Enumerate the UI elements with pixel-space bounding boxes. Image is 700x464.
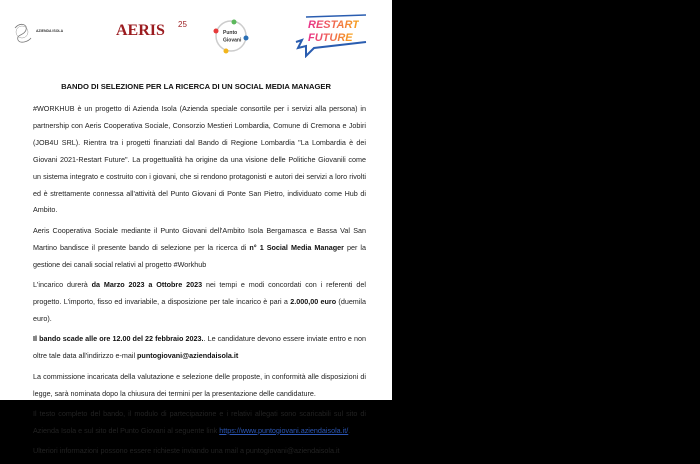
text: Il testo completo del bando, il modulo di partecipazione e i relativi allegati sono scaricabili sul sito di Azienda Isola e sul sito del Punto Giovani al seguente link <box>33 408 366 435</box>
text: Aeris Cooperativa Sociale mediante il Punto Giovani dell'Ambito Isola Bergamasca e Bassa Val San Martino bandisce il presente bando di selezione per la ricerca di <box>33 225 366 252</box>
paragraph-selection <box>33 223 366 274</box>
aeris-years: 25 <box>178 20 187 29</box>
paragraph-info: Ulteriori informazioni possono essere richieste inviando una mail a puntogiovani@aziendaisola.it <box>33 446 340 456</box>
aeris-logo <box>116 18 196 54</box>
svg-text:Giovani: Giovani <box>223 37 242 44</box>
text: (duemila euro). <box>33 296 366 323</box>
punto-giovani-ring-icon <box>210 16 252 56</box>
duration-highlight: da Marzo 2023 a Ottobre 2023 <box>91 280 203 290</box>
deadline-highlight: Il bando scade alle ore 12.00 del 22 febbraio 2023. <box>33 334 204 344</box>
text: . Le candidature devono essere inviate entro e non oltre tale data all'indirizzo e-mail <box>33 334 366 361</box>
text: nei tempi e modi concordati con i referenti del progetto. L'importo, fisso ed invariabile, a disposizione per tale incarico è pari a <box>33 280 366 306</box>
text: per la gestione dei canali social relativi al progetto #Workhub <box>33 242 366 269</box>
azienda-isola-text: AZIENDA ISOLA <box>36 29 64 33</box>
text: . <box>348 425 351 435</box>
text: L'incarico durerà <box>33 280 92 290</box>
restart-text: RESTART <box>308 19 359 31</box>
azienda-isola-logo <box>12 20 82 50</box>
paragraph-duration <box>33 277 366 328</box>
aeris-text: AERIS <box>116 22 165 39</box>
azienda-isola-emblem-icon <box>12 20 34 48</box>
paragraph-documents <box>33 406 366 440</box>
future-text: FUTURE <box>308 32 353 44</box>
email-highlight: puntogiovani@aziendaisola.it <box>137 351 239 361</box>
paragraph-deadline <box>33 331 366 365</box>
document-body <box>33 101 366 464</box>
svg-text:Punto: Punto <box>223 30 238 36</box>
restart-future-logo <box>294 12 374 58</box>
punto-giovani-logo <box>210 16 252 56</box>
document-title: BANDO DI SELEZIONE PER LA RICERCA DI UN SOCIAL MEDIA MANAGER <box>61 82 331 91</box>
paragraph-intro: #WORKHUB è un progetto di Azienda Isola (Azienda speciale consortile per i servizi alla persona) in partnership con Aeris Cooperativa Sociale, Consorzio Mestieri Lombardia, Comune di Cremona e Jobiri (JOB4U SRL). Rientra tra i progetti finanziati dal Bando di Regione Lombardia "La Lombardia è dei Giovani 2021-Restart Future". La progettualità ha origine da una visione delle Politiche Giovanili come un sistema integrato e costruito con i giovani, che si rendono protagonisti e autori dei servizi a loro rivolti ed è strettamente connessa all'attività del Punto Giovani di Ponte San Pietro, individuato come Hub di Ambito. <box>33 104 366 215</box>
logo-bar <box>0 10 392 60</box>
paragraph-commission: La commissione incaricata della valutazione e selezione delle proposte, in conformità alle disposizioni di legge, sarà nominata dopo la chiusura dei termini per la presentazione delle candidature. <box>33 371 366 398</box>
puntogiovani-link[interactable]: https://www.puntogiovani.aziendaisola.it/ <box>219 425 349 435</box>
amount-highlight: 2.000,00 euro <box>290 296 337 306</box>
role-highlight: n° 1 Social Media Manager <box>249 242 344 252</box>
